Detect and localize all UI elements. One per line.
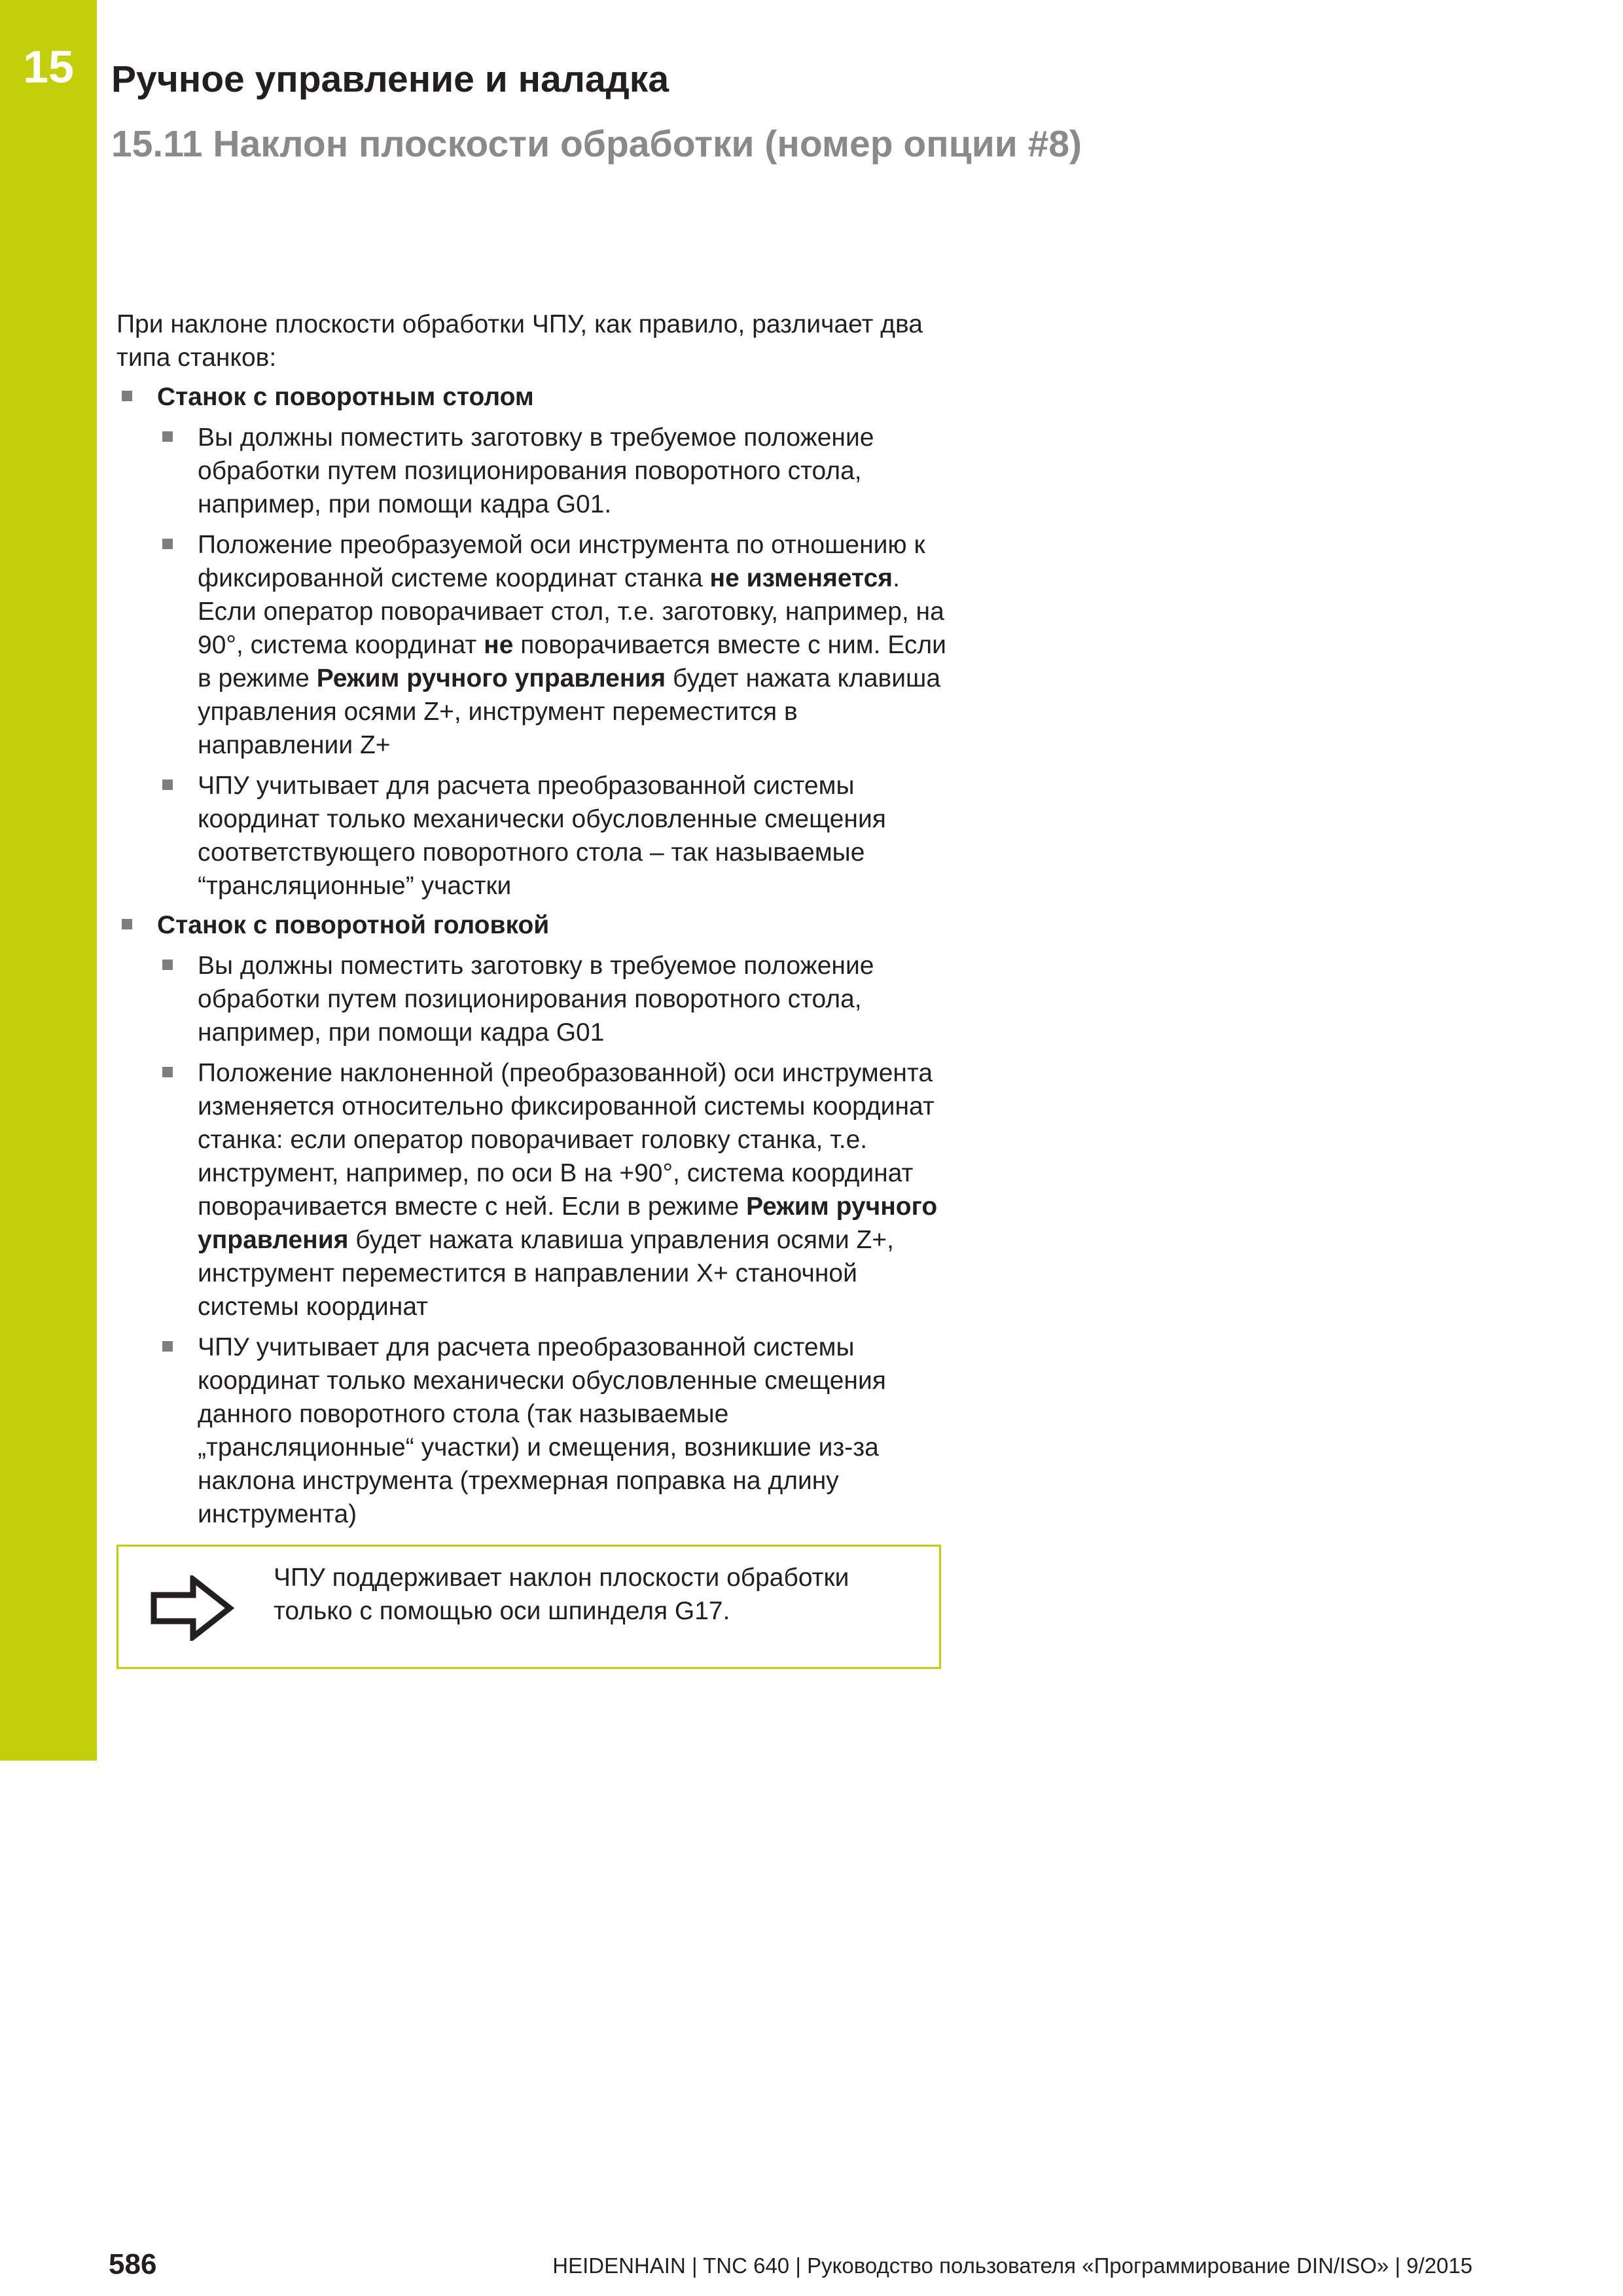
square-bullet-icon xyxy=(122,391,132,401)
square-bullet-icon xyxy=(162,780,173,790)
chapter-side-bar xyxy=(0,0,97,1761)
machine-type-title: Станок с поворотным столом xyxy=(157,383,534,411)
square-bullet-icon xyxy=(162,431,173,442)
list-item-text: . Если оператор поворачивает стол, т.е. заготовку, например, на 90°, система координат xyxy=(198,564,944,659)
list-item xyxy=(157,1056,948,1323)
list-item-text: Вы должны поместить заготовку в требуемое положение обработки путем позиционирования поворотного стола, например, при помощи кадра G01 xyxy=(198,952,874,1047)
square-bullet-icon xyxy=(162,539,173,549)
square-bullet-icon xyxy=(122,919,132,929)
list-item-text: будет нажата клавиша управления осями Z+, инструмент переместится в направлении Z+ xyxy=(198,664,941,759)
list-item-text: Положение преобразуемой оси инструмента по отношению к фиксированной системе координат станка xyxy=(198,531,925,592)
list-item-machine-type xyxy=(116,908,948,1531)
machine-type-title: Станок с поворотной головкой xyxy=(157,911,550,939)
machine-type-list xyxy=(116,380,948,1531)
list-item xyxy=(157,421,948,521)
list-item xyxy=(157,769,948,903)
square-bullet-icon xyxy=(162,960,173,970)
list-item-text: ЧПУ учитывает для расчета преобразованной системы координат только механически обусловленные смещения данного поворотного стола (так называемые „трансляционные“ участки) и смещения, возникшие из-за наклона инструмента (трехмерная поправка на длину инструмента) xyxy=(198,1333,886,1528)
square-bullet-icon xyxy=(162,1067,173,1077)
page-number: 586 xyxy=(109,2248,157,2280)
note-box xyxy=(116,1545,941,1669)
list-item-machine-type xyxy=(116,380,948,903)
emphasized-text: не изменяется xyxy=(709,564,893,592)
note-text: ЧПУ поддерживает наклон плоскости обработки только с помощью оси шпинделя G17. xyxy=(274,1564,849,1625)
main-content xyxy=(116,308,948,1531)
list-item-text: будет нажата клавиша управления осями Z+, инструмент переместится в направлении X+ станочной системы координат xyxy=(198,1226,894,1321)
list-item-text: поворачивается вместе с ним. Если в режиме xyxy=(198,631,946,692)
section-title: 15.11 Наклон плоскости обработки (номер опции #8) xyxy=(111,123,1082,165)
list-item-text: Вы должны поместить заготовку в требуемое положение обработки путем позиционирования поворотного стола, например, при помощи кадра G01. xyxy=(198,423,874,518)
list-item-text: Положение наклоненной (преобразованной) оси инструмента изменяется относительно фиксированной системы координат станка: если оператор поворачивает головку станка, т.е. инструмент, например, по оси B на +90°, система координат поворачивается вместе с ней. Если в режиме xyxy=(198,1059,935,1221)
arrow-right-icon xyxy=(150,1575,235,1641)
chapter-title: Ручное управление и наладка xyxy=(111,58,669,100)
intro-paragraph: При наклоне плоскости обработки ЧПУ, как правило, различает два типа станков: xyxy=(116,310,923,372)
square-bullet-icon xyxy=(162,1341,173,1352)
chapter-number: 15 xyxy=(23,41,74,92)
emphasized-text: Режим ручного управления xyxy=(198,1193,938,1254)
list-item-text: ЧПУ учитывает для расчета преобразованной системы координат только механически обусловленные смещения соответствующего поворотного стола – так называемые “трансляционные” участки xyxy=(198,772,886,900)
list-item xyxy=(157,1331,948,1531)
footer-text: HEIDENHAIN | TNC 640 | Руководство пользователя «Программирование DIN/ISO» | 9/2015 xyxy=(552,2253,1472,2278)
emphasized-text: Режим ручного управления xyxy=(316,664,666,692)
list-item xyxy=(157,949,948,1049)
emphasized-text: не xyxy=(484,631,514,659)
list-item xyxy=(157,528,948,762)
